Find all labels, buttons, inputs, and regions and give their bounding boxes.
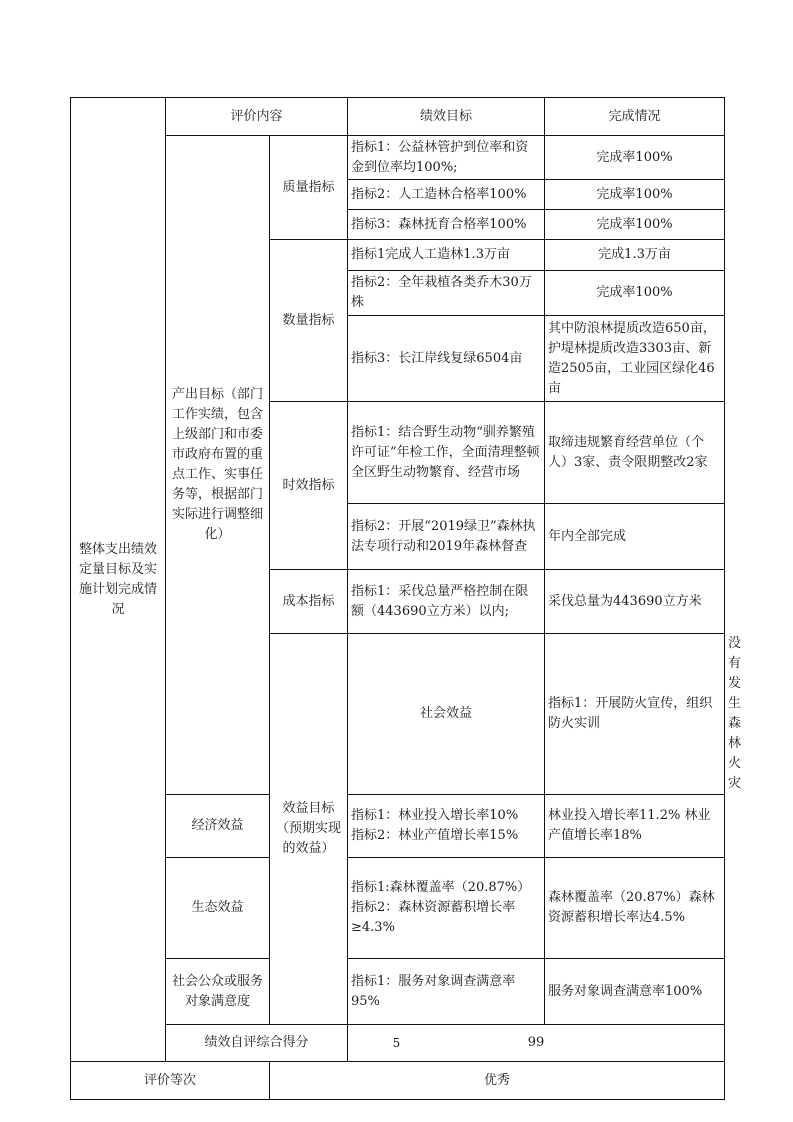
completion-cell: 年内全部完成	[545, 504, 725, 570]
score-label: 绩效自评综合得分	[166, 1025, 348, 1062]
target-cell	[348, 858, 545, 959]
completion-cell: 完成率100%	[545, 180, 725, 210]
ecological-label: 生态效益	[166, 858, 270, 959]
header-target: 绩效目标	[348, 98, 545, 136]
completion-cell: 完成率100%	[545, 210, 725, 240]
target-cell: 指标3：长江岸线复绿6504亩	[348, 316, 545, 402]
quantity-label: 数量指标	[270, 240, 348, 402]
grade-label: 评价等次	[71, 1062, 270, 1100]
completion-cell: 森林覆盖率（20.87%）森林资源蓄积增长率达4.5%	[545, 858, 725, 959]
header-completion: 完成情况	[545, 98, 725, 136]
target-cell: 指标1：开展防火宣传，组织防火实训	[545, 634, 725, 795]
target-line: 指标2：森林资源蓄积增长率≥4.3%	[351, 900, 516, 935]
target-cell: 指标1：服务对象调查满意率95%	[348, 959, 545, 1025]
page-number: 5	[392, 1036, 401, 1050]
target-cell: 指标2：人工造林合格率100%	[348, 180, 545, 210]
header-content: 评价内容	[166, 98, 348, 136]
header-row	[71, 98, 725, 136]
cost-label: 成本指标	[270, 570, 348, 634]
benefit-label: 效益目标（预期实现的效益）	[276, 801, 342, 856]
section-label-cell	[71, 98, 166, 1062]
target-line: 指标2：林业产值增长率15%	[351, 828, 519, 843]
completion-cell: 其中防浪林提质改造650亩，护堤林提质改造3303亩、新造2505亩，工业园区绿化46亩	[545, 316, 725, 402]
target-cell: 指标1：结合野生动物“驯养繁殖许可证”年检工作，全面清理整顿全区野生动物繁育、经营市场	[348, 402, 545, 504]
target-cell: 指标1：采伐总量严格控制在限额（443690立方米）以内;	[348, 570, 545, 634]
completion-cell: 完成1.3万亩	[545, 240, 725, 271]
completion-cell: 取缔违规繁育经营单位（个人）3家、责令限期整改2家	[545, 402, 725, 504]
grade-value: 优秀	[270, 1062, 725, 1100]
table-row	[71, 136, 725, 180]
completion-cell: 完成率100%	[545, 271, 725, 316]
target-cell: 指标2：开展“2019绿卫”森林执法专项行动和2019年森林督查	[348, 504, 545, 570]
performance-table	[70, 97, 742, 1100]
completion-cell: 采伐总量为443690立方米	[545, 570, 725, 634]
timeliness-label: 时效指标	[270, 402, 348, 570]
section-label: 整体支出绩效定量目标及实施计划完成情况	[78, 541, 157, 617]
table-row	[71, 858, 725, 959]
target-cell: 指标2：全年栽植各类乔木30万株	[348, 271, 545, 316]
target-cell: 指标3：森林抚育合格率100%	[348, 210, 545, 240]
table-row	[71, 795, 725, 858]
target-line: 指标1：林业投入增长率10%	[351, 808, 519, 823]
benefit-label-cell	[270, 634, 348, 1025]
economic-label: 经济效益	[166, 795, 270, 858]
table-row: 效益目标（预期实现的效益） 社会效益 指标1：开展防火宣传，组织防火实训 没有发生森林火灾	[71, 634, 725, 795]
satisfaction-label: 社会公众或服务对象满意度	[166, 959, 270, 1025]
social-label: 社会效益	[348, 634, 545, 795]
output-label-cell	[166, 136, 270, 795]
score-value: 99	[348, 1025, 725, 1062]
grade-row	[71, 1062, 725, 1100]
output-label: 产出目标（部门工作实绩，包含上级部门和市委市政府布置的重点工作、实事任务等，根据部门实际进行调整细化）	[171, 387, 263, 542]
target-cell	[348, 795, 545, 858]
completion-cell: 林业投入增长率11.2% 林业产值增长率18%	[545, 795, 725, 858]
table-row	[71, 959, 725, 1025]
completion-cell: 服务对象调查满意率100%	[545, 959, 725, 1025]
target-cell: 指标1完成人工造林1.3万亩	[348, 240, 545, 271]
target-line: 指标1:森林覆盖率（20.87%）	[351, 880, 531, 895]
completion-cell: 完成率100%	[545, 136, 725, 180]
quality-label: 质量指标	[270, 136, 348, 240]
target-cell: 指标1：公益林管护到位率和资金到位率均100%;	[348, 136, 545, 180]
